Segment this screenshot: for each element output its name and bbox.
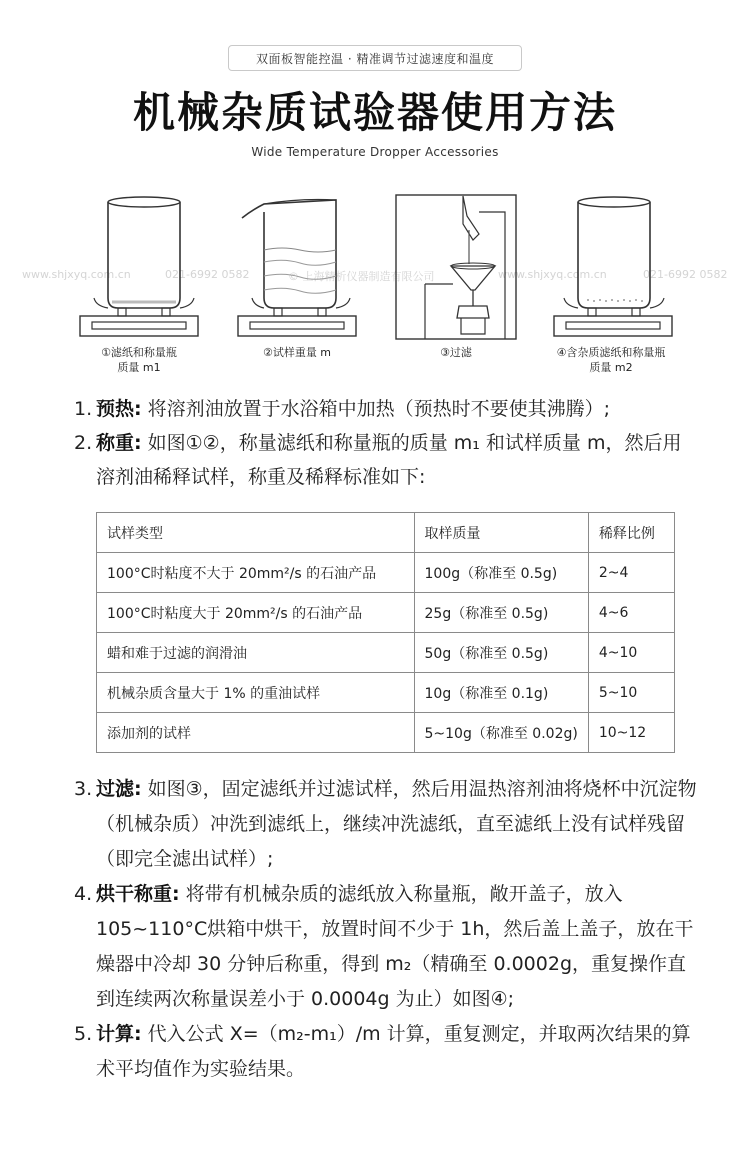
step-item [74, 772, 704, 877]
step-text: 如图①②，称量滤纸和称量瓶的质量 m₁ 和试样质量 m，然后用溶剂油稀释试样，称重及稀释标准如下: [96, 432, 682, 488]
step-text: 将带有机械杂质的滤纸放入称量瓶，敞开盖子，放入 105~110°C烘箱中烘干，放置时间不少于 1h，然后盖上盖子，放在干燥器中冷却 30 分钟后称重，得到 m₂（精确至 0.0002g，重复操作直到连续两次称量误差小于 0.0004g 为止）如图④; [96, 883, 694, 1010]
steps-part-2 [74, 772, 704, 1087]
table-cell: 5~10g（称准至 0.02g) [414, 713, 588, 753]
table-row [97, 553, 675, 593]
table-cell: 4~10 [588, 633, 674, 673]
pouring-beaker-on-scale-icon [232, 190, 362, 340]
step-label: 称重: [96, 432, 142, 454]
step-item [74, 877, 704, 1017]
table-row [97, 633, 675, 673]
table-cell: 2~4 [588, 553, 674, 593]
step-number: 3. [74, 778, 93, 800]
table-cell: 10~12 [588, 713, 674, 753]
page-title: 机械杂质试验器使用方法 [132, 88, 617, 137]
table-header-row [97, 513, 675, 553]
steps-part-1 [74, 392, 694, 494]
beaker-on-scale-icon [74, 190, 204, 340]
step-text: 代入公式 X=（m₂-m₁）/m 计算，重复测定，并取两次结果的算术平均值作为实验结果。 [96, 1023, 691, 1080]
step-number: 2. [74, 432, 93, 454]
figure-4-caption: ④含杂质滤纸和称量瓶 质量 m2 [556, 346, 666, 374]
watermark-url: www.shjxyq.com.cn [22, 268, 131, 281]
watermark-company: © 上海精析仪器制造有限公司 [288, 270, 435, 283]
table-cell: 100g（称准至 0.5g) [414, 553, 588, 593]
figure-3-caption: ③过滤 [440, 346, 472, 359]
figure-2-caption: ②试样重量 m [262, 346, 332, 359]
tagline-badge: 双面板智能控温 · 精准调节过滤速度和温度 [228, 45, 522, 71]
step-number: 5. [74, 1023, 93, 1045]
table-cell: 25g（称准至 0.5g) [414, 593, 588, 633]
step-label: 计算: [96, 1023, 142, 1045]
figure-4 [548, 190, 678, 340]
table-cell: 50g（称准至 0.5g) [414, 633, 588, 673]
table-cell: 10g（称准至 0.1g) [414, 673, 588, 713]
step-text: 如图③，固定滤纸并过滤试样，然后用温热溶剂油将烧杯中沉淀物（机械杂质）冲洗到滤纸上，继续冲洗滤纸，直至滤纸上没有试样残留（即完全滤出试样）; [96, 778, 697, 870]
figure-1-caption: ①滤纸和称量瓶 质量 m1 [101, 346, 177, 374]
table-row [97, 713, 675, 753]
step-label: 预热: [96, 398, 142, 420]
table-row [97, 673, 675, 713]
step-item [74, 1017, 704, 1087]
dilution-standard-table [96, 512, 675, 753]
step-item [74, 392, 694, 426]
table-cell: 4~6 [588, 593, 674, 633]
table-cell: 100°C时粘度大于 20mm²/s 的石油产品 [97, 593, 415, 633]
step-text: 将溶剂油放置于水浴箱中加热（预热时不要使其沸腾）; [141, 398, 611, 420]
page-subtitle: Wide Temperature Dropper Accessories [251, 145, 499, 159]
table-header-cell: 取样质量 [414, 513, 588, 553]
table-cell: 机械杂质含量大于 1% 的重油试样 [97, 673, 415, 713]
table-header-cell: 试样类型 [97, 513, 415, 553]
watermark-phone: 021-6992 0582 [165, 268, 250, 281]
table-header-cell: 稀释比例 [588, 513, 674, 553]
table-cell: 100°C时粘度不大于 20mm²/s 的石油产品 [97, 553, 415, 593]
watermark-phone: 021-6992 0582 [643, 268, 728, 281]
beaker-with-residue-on-scale-icon [548, 190, 678, 340]
step-item [74, 426, 694, 494]
figure-2 [232, 190, 362, 340]
table-cell: 添加剂的试样 [97, 713, 415, 753]
table-cell: 5~10 [588, 673, 674, 713]
funnel-filtration-icon [395, 194, 517, 340]
step-number: 1. [74, 398, 93, 420]
watermark-url: www.shjxyq.com.cn [498, 268, 607, 281]
figure-3 [395, 194, 517, 340]
figure-1 [74, 190, 204, 340]
step-number: 4. [74, 883, 93, 905]
table-cell: 蜡和难于过滤的润滑油 [97, 633, 415, 673]
step-label: 过滤: [96, 778, 142, 800]
table-row [97, 593, 675, 633]
step-label: 烘干称重: [96, 883, 180, 905]
